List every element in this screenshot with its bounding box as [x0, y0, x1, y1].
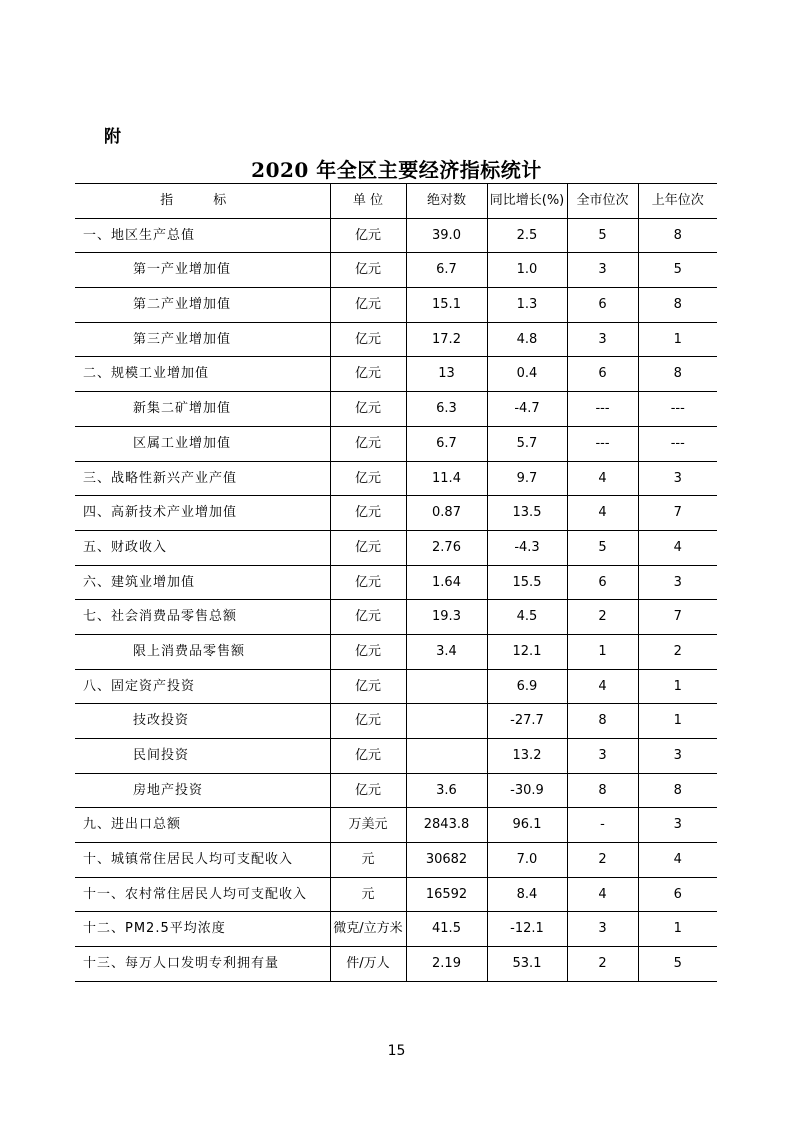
table-row: [75, 218, 717, 253]
prev-rank-cell: 8: [638, 357, 717, 392]
prev-rank-cell: ---: [638, 426, 717, 461]
table-row: [75, 739, 717, 774]
yoy-cell: 8.4: [487, 877, 567, 912]
absolute-cell: 41.5: [406, 912, 487, 947]
absolute-cell: [406, 739, 487, 774]
prev-rank-cell: 3: [638, 739, 717, 774]
yoy-cell: 4.8: [487, 322, 567, 357]
city-rank-cell: ---: [567, 392, 638, 427]
yoy-cell: -30.9: [487, 773, 567, 808]
absolute-cell: 2.76: [406, 530, 487, 565]
economic-indicators-table: [75, 183, 717, 982]
indicator-cell: 第二产业增加值: [75, 288, 330, 323]
table-row: [75, 600, 717, 635]
prev-rank-cell: 1: [638, 912, 717, 947]
absolute-cell: 6.3: [406, 392, 487, 427]
indicator-cell: 十二、PM2.5平均浓度: [75, 912, 330, 947]
table-header-row: [75, 184, 717, 219]
yoy-cell: -4.7: [487, 392, 567, 427]
unit-cell: 万美元: [330, 808, 406, 843]
city-rank-cell: 3: [567, 322, 638, 357]
indicator-cell: 十三、每万人口发明专利拥有量: [75, 947, 330, 982]
prev-rank-cell: 5: [638, 947, 717, 982]
prev-rank-cell: 5: [638, 253, 717, 288]
yoy-cell: 9.7: [487, 461, 567, 496]
indicator-cell: 区属工业增加值: [75, 426, 330, 461]
yoy-cell: 53.1: [487, 947, 567, 982]
indicator-cell: 十、城镇常住居民人均可支配收入: [75, 843, 330, 878]
absolute-cell: 11.4: [406, 461, 487, 496]
yoy-cell: 0.4: [487, 357, 567, 392]
absolute-cell: 2.19: [406, 947, 487, 982]
page-title: 2020 年全区主要经济指标统计: [251, 158, 542, 182]
unit-cell: 亿元: [330, 461, 406, 496]
prev-rank-cell: 8: [638, 218, 717, 253]
city-rank-cell: 2: [567, 843, 638, 878]
yoy-cell: 15.5: [487, 565, 567, 600]
city-rank-cell: 2: [567, 600, 638, 635]
unit-cell: 亿元: [330, 530, 406, 565]
table-row: [75, 704, 717, 739]
yoy-cell: 6.9: [487, 669, 567, 704]
table-row: [75, 288, 717, 323]
indicator-cell: 房地产投资: [75, 773, 330, 808]
prev-rank-cell: 7: [638, 496, 717, 531]
prev-rank-cell: 7: [638, 600, 717, 635]
unit-cell: 亿元: [330, 253, 406, 288]
unit-cell: 亿元: [330, 669, 406, 704]
header-unit: 单 位: [330, 184, 406, 219]
yoy-cell: 7.0: [487, 843, 567, 878]
table-row: [75, 912, 717, 947]
unit-cell: 亿元: [330, 600, 406, 635]
table-row: [75, 496, 717, 531]
header-yoy: 同比增长(%): [487, 184, 567, 219]
yoy-cell: 12.1: [487, 634, 567, 669]
absolute-cell: 17.2: [406, 322, 487, 357]
table-row: [75, 947, 717, 982]
unit-cell: 亿元: [330, 773, 406, 808]
city-rank-cell: 8: [567, 704, 638, 739]
prev-rank-cell: 1: [638, 704, 717, 739]
unit-cell: 亿元: [330, 426, 406, 461]
table-row: [75, 808, 717, 843]
table-row: [75, 357, 717, 392]
prev-rank-cell: 4: [638, 843, 717, 878]
absolute-cell: 6.7: [406, 426, 487, 461]
indicator-cell: 新集二矿增加值: [75, 392, 330, 427]
city-rank-cell: 5: [567, 218, 638, 253]
prev-rank-cell: 3: [638, 461, 717, 496]
prev-rank-cell: 2: [638, 634, 717, 669]
city-rank-cell: 3: [567, 739, 638, 774]
city-rank-cell: 4: [567, 496, 638, 531]
unit-cell: 亿元: [330, 634, 406, 669]
page-number: 15: [387, 1043, 406, 1059]
absolute-cell: 2843.8: [406, 808, 487, 843]
absolute-cell: 16592: [406, 877, 487, 912]
table-row: [75, 877, 717, 912]
yoy-cell: 1.0: [487, 253, 567, 288]
absolute-cell: 1.64: [406, 565, 487, 600]
city-rank-cell: 4: [567, 877, 638, 912]
yoy-cell: -4.3: [487, 530, 567, 565]
city-rank-cell: 4: [567, 669, 638, 704]
indicator-cell: 一、地区生产总值: [75, 218, 330, 253]
header-prev-rank: 上年位次: [638, 184, 717, 219]
indicator-cell: 七、社会消费品零售总额: [75, 600, 330, 635]
table-row: [75, 322, 717, 357]
city-rank-cell: 4: [567, 461, 638, 496]
city-rank-cell: 6: [567, 565, 638, 600]
indicator-cell: 十一、农村常住居民人均可支配收入: [75, 877, 330, 912]
unit-cell: 亿元: [330, 218, 406, 253]
unit-cell: 微克/立方米: [330, 912, 406, 947]
prev-rank-cell: ---: [638, 392, 717, 427]
city-rank-cell: ---: [567, 426, 638, 461]
indicator-cell: 八、固定资产投资: [75, 669, 330, 704]
yoy-cell: 2.5: [487, 218, 567, 253]
table-row: [75, 461, 717, 496]
absolute-cell: 13: [406, 357, 487, 392]
indicator-cell: 第一产业增加值: [75, 253, 330, 288]
city-rank-cell: 1: [567, 634, 638, 669]
absolute-cell: [406, 669, 487, 704]
table-row: [75, 426, 717, 461]
city-rank-cell: 5: [567, 530, 638, 565]
unit-cell: 元: [330, 877, 406, 912]
indicator-cell: 四、高新技术产业增加值: [75, 496, 330, 531]
unit-cell: 亿元: [330, 288, 406, 323]
yoy-cell: -12.1: [487, 912, 567, 947]
absolute-cell: 3.6: [406, 773, 487, 808]
table-row: [75, 565, 717, 600]
prev-rank-cell: 3: [638, 565, 717, 600]
yoy-cell: 5.7: [487, 426, 567, 461]
table-row: [75, 530, 717, 565]
unit-cell: 亿元: [330, 322, 406, 357]
prev-rank-cell: 6: [638, 877, 717, 912]
unit-cell: 亿元: [330, 357, 406, 392]
city-rank-cell: 8: [567, 773, 638, 808]
yoy-cell: 1.3: [487, 288, 567, 323]
unit-cell: 元: [330, 843, 406, 878]
indicator-cell: 六、建筑业增加值: [75, 565, 330, 600]
table-body: [75, 218, 717, 981]
absolute-cell: 3.4: [406, 634, 487, 669]
header-absolute: 绝对数: [406, 184, 487, 219]
absolute-cell: 0.87: [406, 496, 487, 531]
indicator-cell: 第三产业增加值: [75, 322, 330, 357]
prev-rank-cell: 1: [638, 669, 717, 704]
yoy-cell: 4.5: [487, 600, 567, 635]
indicator-cell: 二、规模工业增加值: [75, 357, 330, 392]
yoy-cell: 96.1: [487, 808, 567, 843]
indicator-cell: 限上消费品零售额: [75, 634, 330, 669]
absolute-cell: 39.0: [406, 218, 487, 253]
prev-rank-cell: 8: [638, 288, 717, 323]
header-city-rank: 全市位次: [567, 184, 638, 219]
unit-cell: 亿元: [330, 565, 406, 600]
absolute-cell: 30682: [406, 843, 487, 878]
table-row: [75, 669, 717, 704]
city-rank-cell: 6: [567, 288, 638, 323]
prev-rank-cell: 3: [638, 808, 717, 843]
header-indicator: 指 标: [75, 184, 330, 219]
appendix-label: 附: [104, 127, 121, 147]
yoy-cell: 13.2: [487, 739, 567, 774]
absolute-cell: 6.7: [406, 253, 487, 288]
table-row: [75, 392, 717, 427]
indicator-cell: 五、财政收入: [75, 530, 330, 565]
unit-cell: 亿元: [330, 704, 406, 739]
unit-cell: 亿元: [330, 739, 406, 774]
table-row: [75, 634, 717, 669]
city-rank-cell: 3: [567, 253, 638, 288]
table-row: [75, 253, 717, 288]
absolute-cell: 15.1: [406, 288, 487, 323]
indicator-cell: 技改投资: [75, 704, 330, 739]
city-rank-cell: 6: [567, 357, 638, 392]
table-row: [75, 773, 717, 808]
prev-rank-cell: 4: [638, 530, 717, 565]
city-rank-cell: 2: [567, 947, 638, 982]
yoy-cell: -27.7: [487, 704, 567, 739]
yoy-cell: 13.5: [487, 496, 567, 531]
prev-rank-cell: 1: [638, 322, 717, 357]
table-row: [75, 843, 717, 878]
absolute-cell: [406, 704, 487, 739]
prev-rank-cell: 8: [638, 773, 717, 808]
indicator-cell: 民间投资: [75, 739, 330, 774]
city-rank-cell: -: [567, 808, 638, 843]
unit-cell: 件/万人: [330, 947, 406, 982]
unit-cell: 亿元: [330, 392, 406, 427]
indicator-cell: 九、进出口总额: [75, 808, 330, 843]
unit-cell: 亿元: [330, 496, 406, 531]
city-rank-cell: 3: [567, 912, 638, 947]
indicator-cell: 三、战略性新兴产业产值: [75, 461, 330, 496]
absolute-cell: 19.3: [406, 600, 487, 635]
